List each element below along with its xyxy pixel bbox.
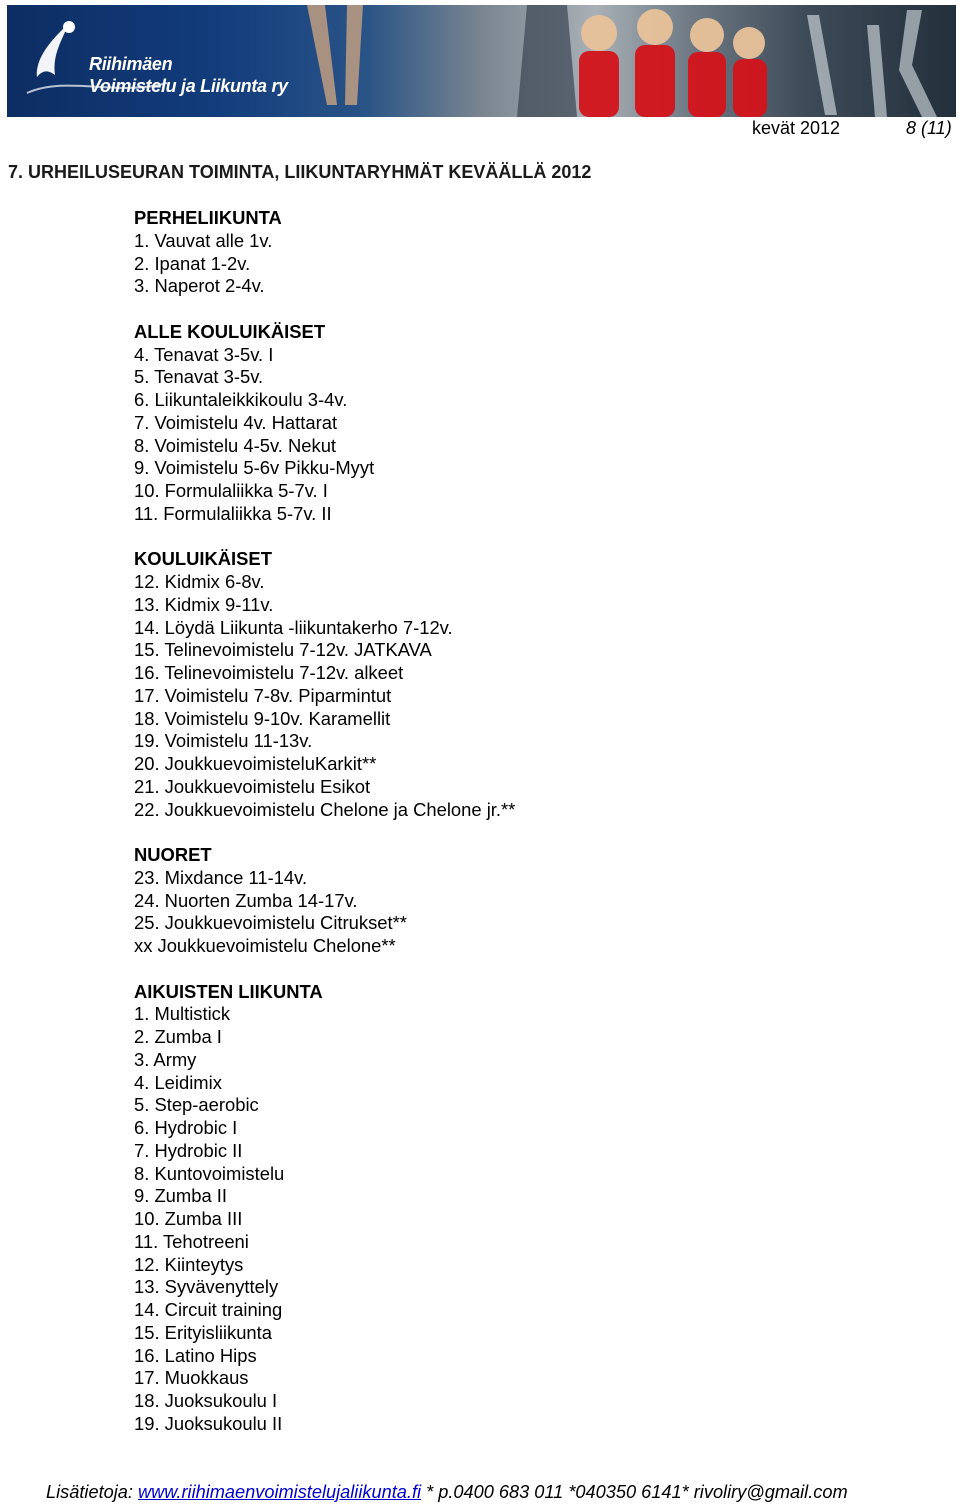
section-perheliikunta xyxy=(134,207,515,298)
logo-head-icon xyxy=(63,21,75,33)
list-item: 19. Voimistelu 11-13v. xyxy=(134,730,313,752)
section-kouluikaiset xyxy=(134,548,515,821)
list-item: 10. Formulaliikka 5-7v. I xyxy=(134,480,328,501)
list-item: 7. Voimistelu 4v. Hattarat xyxy=(134,411,338,433)
list-item: 7. Hydrobic II xyxy=(134,1139,243,1161)
list-item: 12. Kiinteytys xyxy=(134,1253,244,1275)
list-item: 3. Naperot 2-4v. xyxy=(134,275,265,297)
brand-name-line1: Riihimäen xyxy=(89,54,173,74)
header-banner xyxy=(7,5,956,117)
page-title: 7. URHEILUSEURAN TOIMINTA, LIIKUNTARYHMÄT KEVÄÄLLÄ 2012 xyxy=(8,162,592,182)
season-label: kevät 2012 xyxy=(752,118,841,138)
list-item: 20. JoukkuevoimisteluKarkit** xyxy=(134,753,377,774)
list-item: 13. Kidmix 9-11v. xyxy=(134,593,274,615)
list-item: 18. Juoksukoulu I xyxy=(134,1390,278,1411)
section-heading: ALLE KOULUIKÄISET xyxy=(134,320,326,342)
footer-prefix: Lisätietoja: xyxy=(46,1482,139,1502)
list-item: 19. Juoksukoulu II xyxy=(134,1412,283,1434)
children-photo xyxy=(579,9,767,117)
list-item: 16. Telinevoimistelu 7-12v. alkeet xyxy=(134,662,404,683)
list-item: 9. Zumba II xyxy=(134,1185,228,1207)
list-item: 8. Kuntovoimistelu xyxy=(134,1162,285,1184)
list-item: 14. Circuit training xyxy=(134,1299,283,1320)
footer-contact-details: * p.0400 683 011 *040350 6141* rivoliry@gmail.com xyxy=(421,1482,848,1502)
brand-name-line2: Voimistelu ja Liikunta ry xyxy=(89,76,288,96)
list-item: 6. Hydrobic I xyxy=(134,1117,238,1138)
list-item: 13. Syvävenyttely xyxy=(134,1276,279,1298)
list-item: 17. Voimistelu 7-8v. Piparmintut xyxy=(134,684,392,706)
website-link[interactable]: www.riihimaenvoimistelujaliikunta.fi xyxy=(138,1482,422,1502)
list-item: 1. Vauvat alle 1v. xyxy=(134,229,273,251)
list-item: 11. Tehotreeni xyxy=(134,1230,249,1252)
list-item: 21. Joukkuevoimistelu Esikot xyxy=(134,775,371,797)
footer-contact xyxy=(46,1482,848,1503)
list-item: 5. Step-aerobic xyxy=(134,1094,259,1116)
list-item: 24. Nuorten Zumba 14-17v. xyxy=(134,889,358,911)
list-item: 14. Löydä Liikunta -liikuntakerho 7-12v. xyxy=(134,616,453,638)
list-item: 11. Formulaliikka 5-7v. II xyxy=(134,502,332,524)
section-heading: PERHELIIKUNTA xyxy=(134,207,282,228)
list-item: 2. Zumba I xyxy=(134,1026,222,1047)
list-item: 8. Voimistelu 4-5v. Nekut xyxy=(134,434,337,456)
group-list xyxy=(134,207,515,1458)
list-item: 1. Multistick xyxy=(134,1003,231,1025)
list-item: 4. Leidimix xyxy=(134,1071,222,1093)
page-number: 8 (11) xyxy=(906,118,952,138)
list-item: 18. Voimistelu 9-10v. Karamellit xyxy=(134,707,391,729)
list-item: 12. Kidmix 6-8v. xyxy=(134,571,265,592)
section-aikuisten-liikunta xyxy=(134,981,515,1436)
section-heading: KOULUIKÄISET xyxy=(134,548,272,570)
section-heading: AIKUISTEN LIIKUNTA xyxy=(134,980,323,1002)
list-item: 17. Muokkaus xyxy=(134,1367,249,1389)
list-item: 4. Tenavat 3-5v. I xyxy=(134,343,274,365)
list-item: 15. Erityisliikunta xyxy=(134,1321,272,1343)
list-item: 10. Zumba III xyxy=(134,1208,243,1229)
logo-swoosh-icon xyxy=(37,23,69,77)
list-item: 16. Latino Hips xyxy=(134,1344,257,1366)
section-nuoret xyxy=(134,844,515,958)
list-item: 15. Telinevoimistelu 7-12v. JATKAVA xyxy=(134,639,432,661)
list-item: 3. Army xyxy=(134,1048,197,1070)
list-item: 23. Mixdance 11-14v. xyxy=(134,866,308,888)
list-item: 9. Voimistelu 5-6v Pikku-Myyt xyxy=(134,457,375,479)
list-item: 25. Joukkuevoimistelu Citrukset** xyxy=(134,912,407,934)
list-item: 5. Tenavat 3-5v. xyxy=(134,366,264,388)
section-heading: NUORET xyxy=(134,844,212,865)
list-item: 6. Liikuntaleikkikoulu 3-4v. xyxy=(134,389,348,410)
section-alle-kouluikaiset xyxy=(134,321,515,526)
list-item: 2. Ipanat 1-2v. xyxy=(134,252,251,274)
list-item: 22. Joukkuevoimistelu Chelone ja Chelone jr.** xyxy=(134,798,516,820)
list-item: xx Joukkuevoimistelu Chelone** xyxy=(134,935,396,956)
